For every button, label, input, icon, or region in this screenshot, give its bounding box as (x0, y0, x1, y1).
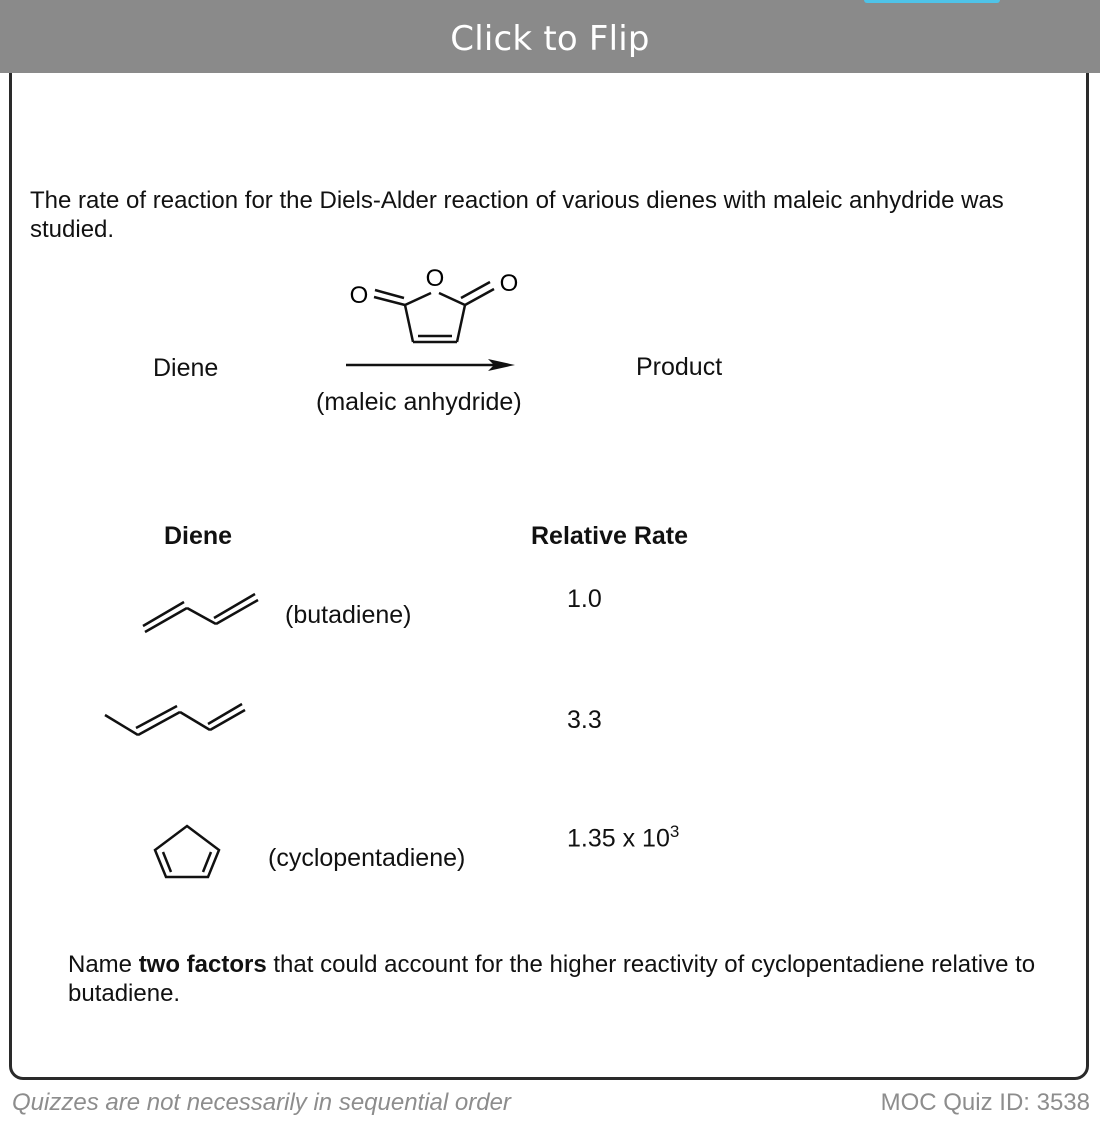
prompt-bold: two factors (138, 951, 267, 978)
quiz-id: MOC Quiz ID: 3538 (880, 1089, 1090, 1116)
butadiene-rate: 1.0 (567, 585, 602, 613)
prompt-pre: Name (68, 951, 139, 978)
reactant-label: Diene (153, 354, 219, 382)
sequence-disclaimer: Quizzes are not necessarily in sequential order (12, 1089, 511, 1116)
reagent-label: (maleic anhydride) (316, 388, 522, 416)
top-accent-tab (864, 0, 1000, 3)
diene-column-header: Diene (164, 522, 233, 550)
click-to-flip-button[interactable] (0, 0, 1100, 73)
flip-label: Click to Flip (450, 19, 650, 59)
prompt-post: that could account for the higher reactivity of cyclopentadiene relative to butadiene. (68, 951, 1036, 1007)
cyclopentadiene-rate-base: 1.35 x 10 (567, 824, 670, 853)
left-carbonyl-oxygen-label: O (349, 282, 369, 309)
question-intro: The rate of reaction for the Diels-Alder reaction of various dienes with maleic anhydride was studied. (30, 187, 1004, 243)
ring-oxygen-label: O (425, 265, 445, 292)
cyclopentadiene-rate (567, 822, 679, 853)
right-carbonyl-oxygen-label: O (499, 270, 519, 297)
product-label: Product (636, 353, 723, 381)
maleic-anhydride-structure (330, 255, 540, 385)
pentadiene-rate: 3.3 (567, 706, 602, 734)
cyclopentadiene-structure (150, 820, 230, 882)
relative-rate-column-header: Relative Rate (531, 522, 689, 550)
butadiene-label: (butadiene) (285, 601, 412, 629)
butadiene-structure (138, 588, 268, 648)
cyclopentadiene-rate-exponent: 3 (669, 822, 680, 841)
pentadiene-structure (100, 700, 250, 750)
question-prompt (68, 950, 1068, 1008)
cyclopentadiene-label: (cyclopentadiene) (268, 844, 466, 872)
